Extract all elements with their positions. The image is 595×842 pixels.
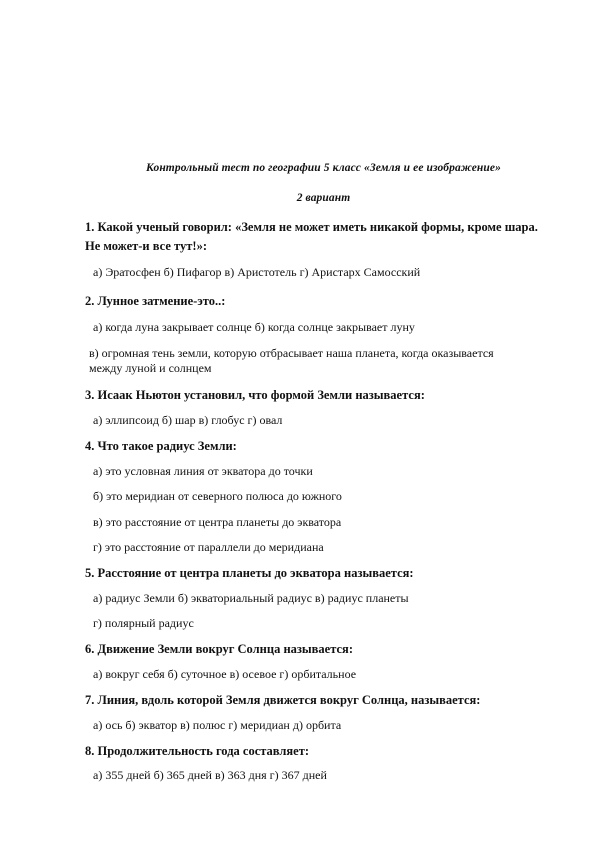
question-1: 1. Какой ученый говорил: «Земля не может иметь никакой формы, кроме шара. Не может-и все тут!»:	[85, 220, 538, 253]
answer-line: в) огромная тень земли, которую отбрасывает наша планета, когда оказывается между луной и солнцем	[89, 346, 494, 375]
answer-line: а) радиус Земли б) экваториальный радиус в) радиус планеты	[93, 591, 409, 605]
question-5: 5. Расстояние от центра планеты до экватора называется:	[85, 566, 414, 580]
question-3: 3. Исаак Ньютон установил, что формой Земли называется:	[85, 388, 425, 402]
variant-label: 2 вариант	[296, 192, 351, 204]
answer-line: а) ось б) экватор в) полюс г) меридиан д) орбита	[93, 718, 342, 732]
answer-line: а) вокруг себя б) суточное в) осевое г) орбитальное	[93, 667, 357, 681]
question-6: 6. Движение Земли вокруг Солнца называется:	[85, 642, 353, 656]
question-4: 4. Что такое радиус Земли:	[85, 439, 237, 453]
question-7: 7. Линия, вдоль которой Земля движется вокруг Солнца, называется:	[85, 693, 481, 707]
answer-line: а) Эратосфен б) Пифагор в) Аристотель г) Аристарх Самосский	[93, 265, 421, 279]
answer-line: б) это меридиан от северного полюса до южного	[93, 489, 342, 503]
answer-line: а) это условная линия от экватора до точки	[93, 464, 313, 478]
answer-line: г) это расстояние от параллели до меридиана	[93, 540, 324, 554]
answer-line: а) когда луна закрывает солнце б) когда солнце закрывает луну	[93, 320, 415, 334]
answer-line: а) эллипсоид б) шар в) глобус г) овал	[93, 413, 283, 427]
document-title: Контрольный тест по географии 5 класс «Земля и ее изображение»	[146, 162, 501, 174]
question-8: 8. Продолжительность года составляет:	[85, 744, 309, 758]
question-2: 2. Лунное затмение-это..:	[85, 294, 226, 308]
answer-line: в) это расстояние от центра планеты до экватора	[93, 515, 342, 529]
answer-line: а) 355 дней б) 365 дней в) 363 дня г) 367 дней	[93, 768, 327, 782]
answer-line: г) полярный радиус	[93, 616, 194, 630]
